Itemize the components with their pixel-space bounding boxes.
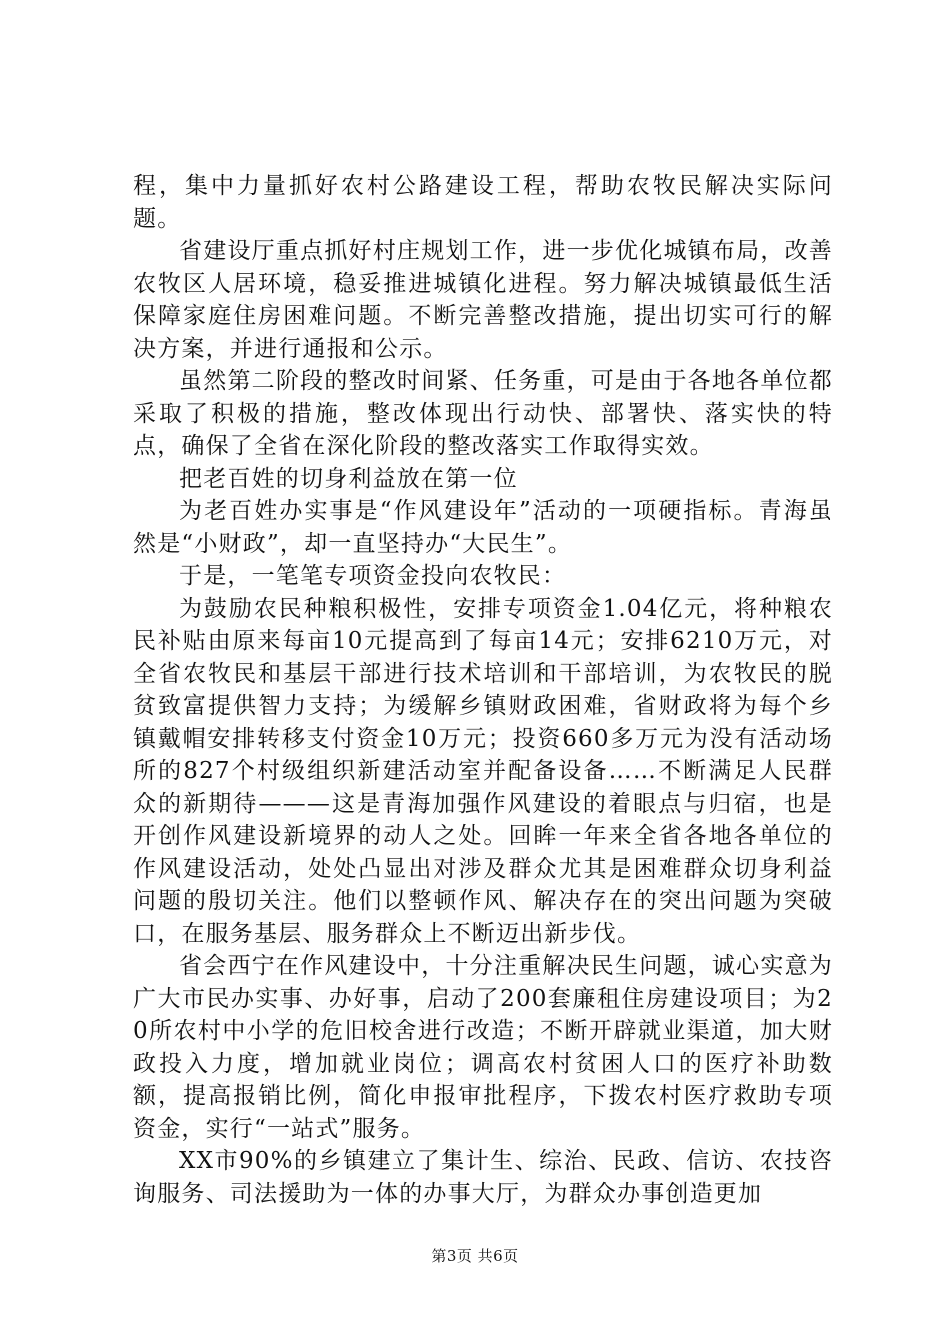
paragraph: XX市90%的乡镇建立了集计生、综治、民政、信访、农技咨询服务、司法援助为一体的办事大厅，为群众办事创造更加 [133,1148,833,1207]
paragraph: 于是，一笔笔专项资金投向农牧民： [179,563,567,589]
paragraph: 为鼓励农民种粮积极性，安排专项资金1.04亿元，将种粮农民补贴由原来每亩10元提高到了每亩14元；安排6210万元，对全省农牧民和基层干部进行技术培训和干部培训，为农牧民的脱贫致富提供智力支持；为缓解乡镇财政困难，省财政将为每个乡镇戴帽安排转移支付资金10万元；投资660多万元为没有活动场所的827个村级组织新建活动室并配备设备……不断满足人民群众的新期待———这是青海加强作风建设的着眼点与归宿，也是开创作风建设新境界的动人之处。回眸一年来全省各地各单位的作风建设活动，处处凸显出对涉及群众尤其是困难群众切身利益问题的殷切关注。他们以整顿作风、解决存在的突出问题为突破口，在服务基层、服务群众上不断迈出新步伐。 [133,595,833,947]
paragraph: 虽然第二阶段的整改时间紧、任务重，可是由于各地各单位都采取了积极的措施，整改体现出行动快、部署快、落实快的特点，确保了全省在深化阶段的整改落实工作取得实效。 [133,368,833,459]
page-footer: 第3页 共6页 [431,1247,519,1265]
paragraph: 省建设厅重点抓好村庄规划工作，进一步优化城镇布局，改善农牧区人居环境，稳妥推进城镇化进程。努力解决城镇最低生活保障家庭住房困难问题。不断完善整改措施，提出切实可行的解决方案，并进行通报和公示。 [133,238,833,362]
section-heading: 把老百姓的切身利益放在第一位 [179,465,518,492]
document-body [133,170,833,1210]
paragraph: 省会西宁在作风建设中，十分注重解决民生问题，诚心实意为广大市民办实事、办好事，启动了200套廉租住房建设项目；为20所农村中小学的危旧校舍进行改造；不断开辟就业渠道，加大财政投入力度，增加就业岗位；调高农村贫困人口的医疗补助数额，提高报销比例，简化申报审批程序，下拨农村医疗救助专项资金，实行“一站式”服务。 [133,953,833,1142]
paragraph: 为老百姓办实事是“作风建设年”活动的一项硬指标。青海虽然是“小财政”，却一直坚持办“大民生”。 [133,498,833,557]
paragraph-continuation: 程，集中力量抓好农村公路建设工程，帮助农牧民解决实际问题。 [133,173,833,232]
